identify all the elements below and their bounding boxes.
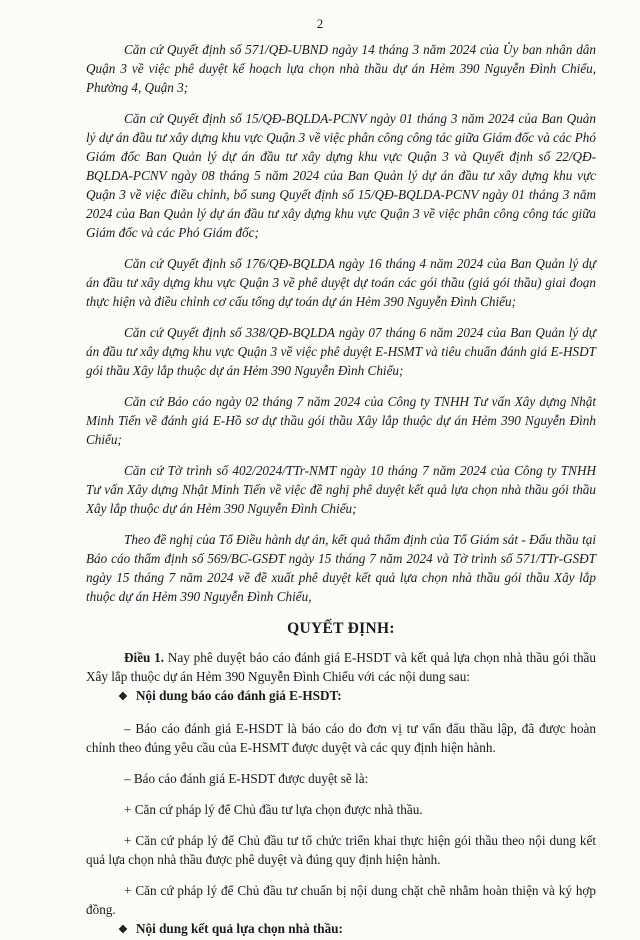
section-1-item-4: + Căn cứ pháp lý để Chủ đầu tư tổ chức triển khai thực hiện gói thầu theo nội dung kết quả lựa chọn nhà thầu được phê duyệt và đúng quy định hiện hành. [86,833,596,867]
section-1-item-2: – Báo cáo đánh giá E-HSDT được duyệt sẽ là: [124,771,369,786]
article-1-label: Điều 1. [124,650,165,665]
recital-6: Căn cứ Tờ trình số 402/2024/TTr-NMT ngày 10 tháng 7 năm 2024 của Công ty TNHH Tư vấn Xây dựng Nhật Minh Tiến về việc đề nghị phê duyệt kết quả lựa chọn nhà thầu gói thầu Xây lắp thuộc dự án Hẻm 390 Nguyễn Đình Chiểu; [86,463,596,516]
section-1-item-1: – Báo cáo đánh giá E-HSDT là báo cáo do đơn vị tư vấn đấu thầu lập, đã được hoàn chỉnh theo đúng yêu cầu của E-HSMT được duyệt và các quy định hiện hành. [86,721,596,755]
section-2-title [86,919,596,940]
decision-heading: QUYẾT ĐỊNH: [287,620,395,637]
recital-1: Căn cứ Quyết định số 571/QĐ-UBND ngày 14 tháng 3 năm 2024 của Ủy ban nhân dân Quận 3 về việc phê duyệt kế hoạch lựa chọn nhà thầu dự án Hẻm 390 Nguyễn Đình Chiểu, Phường 4, Quận 3; [86,42,596,95]
recital-4: Căn cứ Quyết định số 338/QĐ-BQLDA ngày 07 tháng 6 năm 2024 của Ban Quản lý dự án đầu tư xây dựng khu vực Quận 3 về việc phê duyệt E-HSMT và tiêu chuẩn đánh giá E-HSDT gói thầu Xây lắp thuộc dự án Hẻm 390 Nguyễn Đình Chiểu; [86,325,596,378]
section-1-title-text: Nội dung báo cáo đánh giá E-HSDT: [136,688,342,703]
four-diamond-bullet-icon: ❖ [118,691,128,703]
section-1-item-3: + Căn cứ pháp lý để Chủ đầu tư lựa chọn được nhà thầu. [124,802,423,817]
recital-2: Căn cứ Quyết định số 15/QĐ-BQLDA-PCNV ngày 01 tháng 3 năm 2024 của Ban Quản lý dự án đầu tư xây dựng khu vực Quận 3 về việc phân công công tác giữa Giám đốc và các Phó Giám đốc Ban Quản lý dự án đầu tư xây dựng khu vực Quận 3 và Quyết định số 22/QĐ-BQLDA-PCNV ngày 08 tháng 5 năm 2024 của Ban Quản lý dự án đầu tư xây dựng khu vực Quận 3 về việc điều chỉnh, bổ sung Quyết định số 15/QĐ-BQLDA-PCNV ngày 01 tháng 3 năm 2024 của Ban Quản lý dự án đầu tư xây dựng khu vực Quận 3 về việc phân công công tác giữa Giám đốc và các Phó Giám đốc; [86,111,596,240]
recital-7: Theo đề nghị của Tổ Điều hành dự án, kết quả thẩm định của Tổ Giám sát - Đấu thầu tại Báo cáo thẩm định số 569/BC-GSĐT ngày 15 tháng 7 năm 2024 và Tờ trình số 571/TTr-GSĐT ngày 15 tháng 7 năm 2024 về đề xuất phê duyệt kết quả lựa chọn nhà thầu gói thầu Xây lắp thuộc dự án Hẻm 390 Nguyễn Đình Chiểu, [86,532,596,604]
section-1-title [86,686,596,707]
section-1-item-5: + Căn cứ pháp lý để Chủ đầu tư chuẩn bị nội dung chặt chẽ nhằm hoàn thiện và ký hợp đồng. [86,883,596,917]
recital-3: Căn cứ Quyết định số 176/QĐ-BQLDA ngày 16 tháng 4 năm 2024 của Ban Quản lý dự án đầu tư xây dựng khu vực Quận 3 về phê duyệt dự toán các gói thầu (giá gói thầu) giai đoạn thực hiện và điều chỉnh cơ cấu tổng dự toán dự án Hẻm 390 Nguyễn Đình Chiểu; [86,256,596,309]
recital-5: Căn cứ Báo cáo ngày 02 tháng 7 năm 2024 của Công ty TNHH Tư vấn Xây dựng Nhật Minh Tiến về đánh giá E-Hồ sơ dự thầu gói thầu Xây lắp thuộc dự án Hẻm 390 Nguyễn Đình Chiểu; [86,394,596,447]
four-diamond-bullet-icon: ❖ [118,924,128,936]
article-1 [86,648,596,686]
article-1-text: Nay phê duyệt báo cáo đánh giá E-HSDT và kết quả lựa chọn nhà thầu gói thầu Xây lắp thuộc dự án Hẻm 390 Nguyễn Đình Chiểu với các nội dung sau: [86,650,596,684]
section-2-title-text: Nội dung kết quả lựa chọn nhà thầu: [136,921,343,936]
page-number: 2 [316,16,324,31]
